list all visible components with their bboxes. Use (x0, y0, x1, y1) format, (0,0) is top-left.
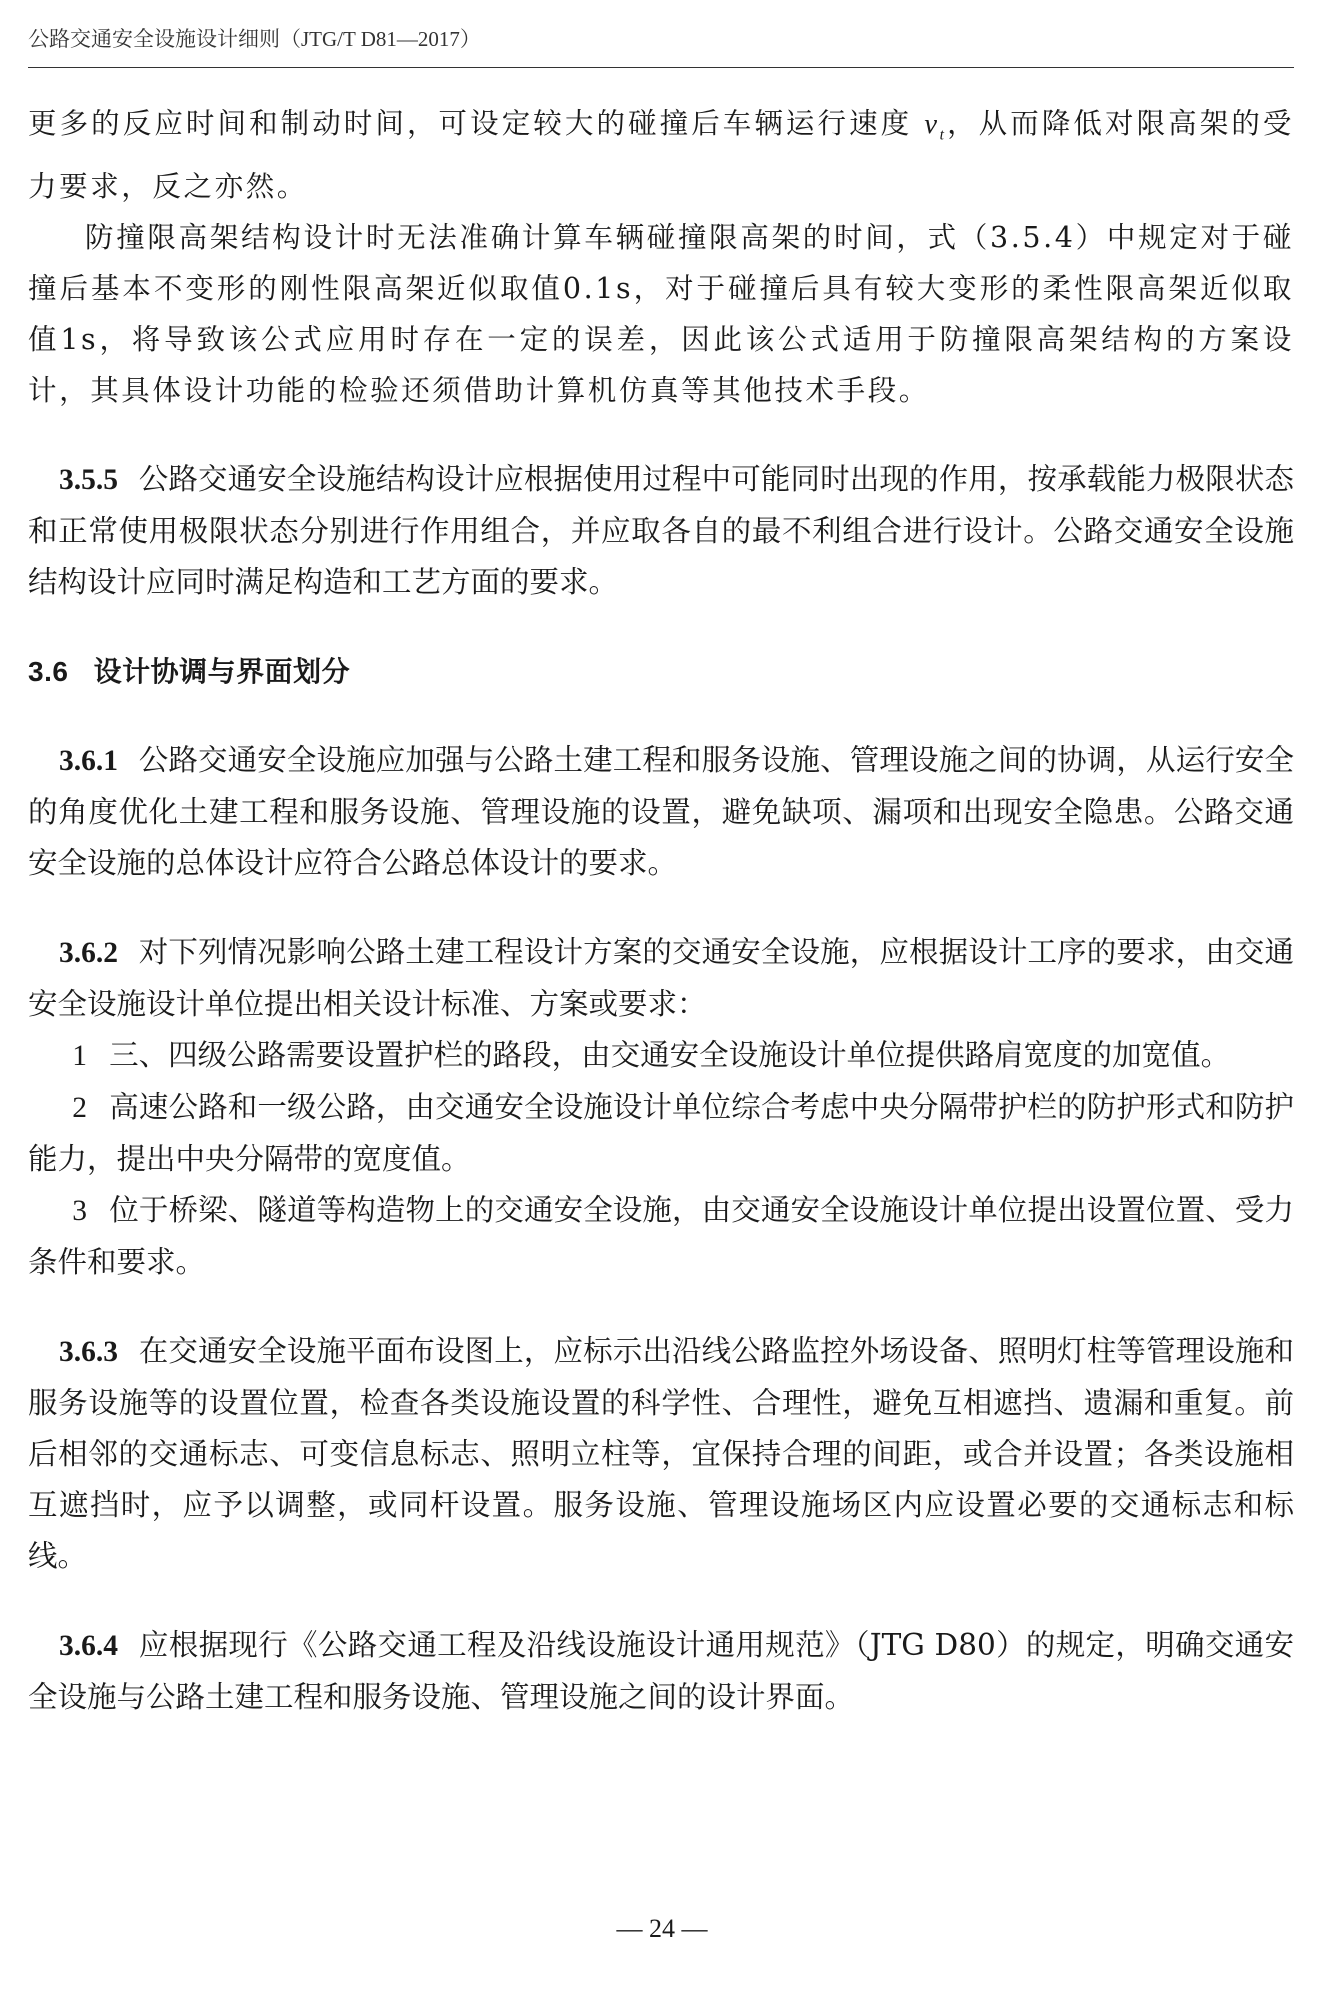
clause-3-5-5 (28, 454, 1294, 608)
item-text: 位于桥梁、隧道等构造物上的交通安全设施，由交通安全设施设计单位提出设置位置、受力条件和要求。 (28, 1192, 1294, 1279)
section-title: 设计协调与界面划分 (93, 655, 351, 687)
clause-3-6-1 (28, 735, 1294, 889)
page-body (28, 98, 1294, 1723)
section-number: 3.6 (28, 655, 69, 687)
clause-number: 3.6.2 (58, 936, 118, 969)
clause-3-6-4 (28, 1620, 1294, 1723)
clause-text: 公路交通安全设施应加强与公路土建工程和服务设施、管理设施之间的协调，从运行安全的角度优化土建工程和服务设施、管理设施的设置，避免缺项、漏项和出现安全隐患。公路交通安全设施的总体设计应符合公路总体设计的要求。 (28, 742, 1294, 880)
header-rule (28, 67, 1294, 68)
item-number: 2 (72, 1091, 87, 1124)
item-number: 1 (72, 1039, 87, 1072)
commentary-paragraph-2: 防撞限高架结构设计时无法准确计算车辆碰撞限高架的时间，式（3.5.4）中规定对于碰撞后基本不变形的刚性限高架近似取值0.1s，对于碰撞后具有较大变形的柔性限高架近似取值1s，将导致该公式应用时存在一定的误差，因此该公式适用于防撞限高架结构的方案设计，其具体设计功能的检验还须借助计算机仿真等其他技术手段。 (28, 220, 1294, 407)
section-heading-3-6 (28, 646, 1294, 697)
clause-text: 对下列情况影响公路土建工程设计方案的交通安全设施，应根据设计工序的要求，由交通安全设施设计单位提出相关设计标准、方案或要求： (28, 934, 1294, 1021)
clause-3-6-2 (28, 927, 1294, 1030)
clause-text: 在交通安全设施平面布设图上，应标示出沿线公路监控外场设备、照明灯柱等管理设施和服务设施等的设置位置，检查各类设施设置的科学性、合理性，避免互相遮挡、遗漏和重复。前后相邻的交通标志、可变信息标志、照明立柱等，宜保持合理的间距，或合并设置；各类设施相互遮挡时，应予以调整，或同杆设置。服务设施、管理设施场区内应设置必要的交通标志和标线。 (28, 1333, 1294, 1573)
clause-3-6-3 (28, 1326, 1294, 1582)
clause-number: 3.6.4 (58, 1629, 118, 1662)
page-number: — 24 — (616, 1914, 708, 1943)
list-item (28, 1185, 1294, 1288)
running-header: 公路交通安全设施设计细则（JTG/T D81—2017） (28, 27, 481, 51)
clause-number: 3.6.1 (58, 744, 118, 777)
clause-text: 应根据现行《公路交通工程及沿线设施设计通用规范》（JTG D80）的规定，明确交通安全设施与公路土建工程和服务设施、管理设施之间的设计界面。 (28, 1627, 1294, 1714)
clause-number: 3.6.3 (58, 1335, 118, 1368)
item-number: 3 (72, 1194, 87, 1227)
list-item (28, 1030, 1294, 1082)
clause-number: 3.5.5 (58, 463, 118, 496)
list-item (28, 1082, 1294, 1185)
clause-text: 公路交通安全设施结构设计应根据使用过程中可能同时出现的作用，按承载能力极限状态和正常使用极限状态分别进行作用组合，并应取各自的最不利组合进行设计。公路交通安全设施结构设计应同时满足构造和工艺方面的要求。 (28, 461, 1294, 599)
speed-variable: $v_t$ (924, 109, 947, 144)
item-text: 三、四级公路需要设置护栏的路段，由交通安全设施设计单位提供路肩宽度的加宽值。 (109, 1037, 1231, 1072)
item-text: 高速公路和一级公路，由交通安全设施设计单位综合考虑中央分隔带护栏的防护形式和防护能力，提出中央分隔带的宽度值。 (28, 1089, 1294, 1176)
commentary-paragraph-1: 更多的反应时间和制动时间，可设定较大的碰撞后车辆运行速度 $v_t$，从而降低对限高架的受力要求，反之亦然。 (28, 107, 1294, 203)
